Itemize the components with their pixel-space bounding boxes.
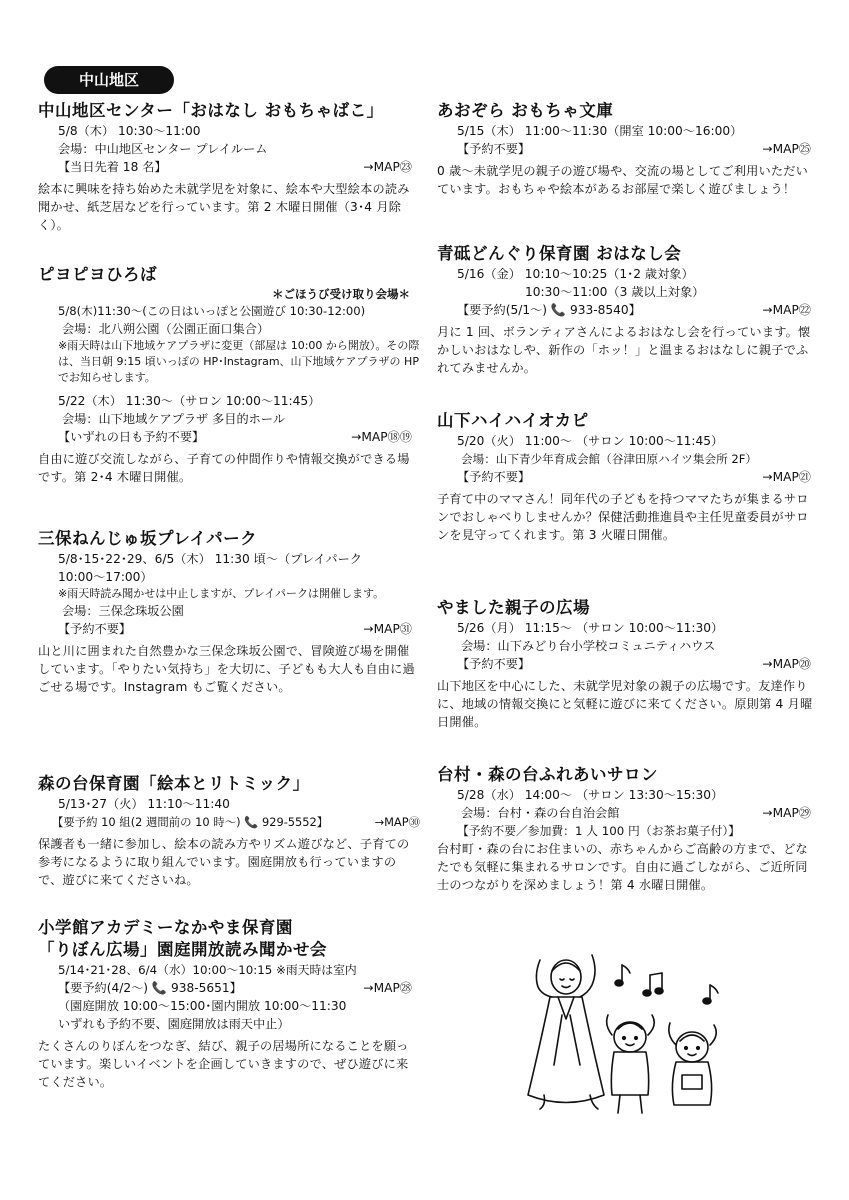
event-desc: 台村町・森の台にお住まいの、赤ちゃんからご高齢の方まで、どなたでも気軽に集まれるサロンです。自由に過ごしながら、ご近所同士のつながりを深めましょう！第 4 水曜日開催。 bbox=[437, 842, 808, 892]
event-aoto-donguri bbox=[437, 243, 819, 377]
event-note: ※雨天時読み聞かせは中止しますが、プレイパークは開催します。 bbox=[58, 587, 385, 600]
event-title: 三保ねんじゅ坂プレイパーク bbox=[38, 529, 258, 548]
reserve-row bbox=[38, 813, 420, 831]
event-title: ピヨピヨひろば bbox=[38, 265, 157, 284]
event-venue: 会場：三保念珠坂公園 bbox=[62, 604, 184, 618]
event-shogakukan-academy bbox=[38, 917, 420, 1091]
event-date: 5/8･15･22･29、6/5（木） 11:30 頃～（プレイパーク bbox=[58, 552, 362, 566]
event-venue-2: 会場：山下地域ケアプラザ 多目的ホール bbox=[62, 412, 286, 426]
event-piyopiyo bbox=[38, 264, 420, 486]
event-venue: 会場：台村・森の台自治会館 bbox=[461, 806, 620, 820]
event-venue: 会場：山下みどり台小学校コミュニティハウス bbox=[461, 639, 716, 653]
event-desc: 自由に遊び交流しながら、子育ての仲間作りや情報交換ができる場です。第 2･4 木曜日開催。 bbox=[38, 452, 410, 484]
event-venue: 会場：山下青少年育成会館（谷津田原ハイツ集会所 2F） bbox=[461, 452, 757, 466]
event-date: 5/28（水） 14:00～ （サロン 13:30～15:30） bbox=[457, 788, 724, 802]
event-note: ※雨天時は山下地域ケアプラザに変更（部屋は 10:00 から開放）。その際は、当日朝 9:15 頃いっぽの HP･Instagram、山下地域ケアプラザの HP でお知らせします。 bbox=[58, 339, 420, 384]
event-title: あおぞら おもちゃ文庫 bbox=[437, 101, 614, 120]
event-title: 小学館アカデミーなかやま保育園 bbox=[38, 918, 293, 937]
event-date: 5/16（金） 10:10～10:25（1･2 歳対象） bbox=[457, 267, 694, 281]
event-map: →MAP⑱⑲ bbox=[351, 430, 412, 444]
family-dancing-illustration bbox=[500, 945, 740, 1125]
event-reserve: 【予約不要】 bbox=[457, 470, 531, 484]
event-note: （園庭開放 10:00～15:00･園内開放 10:00～11:30 bbox=[58, 999, 347, 1013]
event-desc: たくさんのりぼんをつなぎ、結び、親子の居場所になることを願っています。楽しいイベントを企画していきますので、ぜひ遊びに来てください。 bbox=[38, 1039, 409, 1089]
event-note-2: いずれも予約不要、園庭開放は雨天中止） bbox=[58, 1017, 290, 1031]
event-desc: 山下地区を中心にした、未就学児対象の親子の広場です。友達作りに、地域の情報交換にと気軽に遊びに来てください。原則第 4 月曜日開催。 bbox=[437, 679, 813, 729]
event-map: →MAP㉕ bbox=[762, 142, 811, 156]
event-date: 5/26（月） 11:15～ （サロン 10:00～11:30） bbox=[457, 621, 724, 635]
event-date: 5/15（木） 11:00～11:30（開室 10:00～16:00） bbox=[457, 124, 743, 138]
event-reserve: 【要予約(5/1～) 📞 933-8540】 bbox=[457, 303, 641, 317]
event-reserve: 【予約不要／参加費：1 人 100 円（お茶お菓子付）】 bbox=[457, 824, 741, 838]
venue-row bbox=[437, 804, 819, 822]
event-title: 山下ハイハイオカピ bbox=[437, 411, 589, 430]
event-daimura-salon bbox=[437, 764, 819, 894]
event-reserve: 【当日先着 18 名】 bbox=[58, 160, 167, 174]
event-desc: 0 歳～未就学児の親子の遊び場や、交流の場としてご利用いただいています。おもちゃや絵本があるお部屋で楽しく遊びましょう！ bbox=[437, 164, 809, 196]
reserve-row bbox=[38, 158, 420, 176]
event-map: →MAP㉙ bbox=[762, 806, 811, 820]
event-date-2: 10:30～11:00（3 歳以上対象） bbox=[525, 285, 705, 299]
event-desc: 月に 1 回、ボランティアさんによるおはなし会を行っています。懐かしいおはなしや、新作の「ホッ！」と温まるおはなしに親子でふれてみませんか。 bbox=[437, 325, 811, 375]
event-title: 森の台保育園「絵本とリトミック」 bbox=[38, 774, 310, 793]
reserve-row bbox=[38, 620, 420, 638]
event-date: 5/20（火） 11:00～ （サロン 10:00～11:45） bbox=[457, 434, 724, 448]
event-reserve: 【予約不要】 bbox=[58, 622, 132, 636]
event-subtitle: ＊ごほうび受け取り会場＊ bbox=[272, 287, 410, 301]
event-map: →MAP⑳ bbox=[762, 657, 811, 671]
event-date-cont: 10:00～17:00） bbox=[58, 570, 153, 584]
reserve-row bbox=[437, 140, 819, 158]
event-date: 5/13･27（火） 11:10～11:40 bbox=[58, 797, 230, 811]
reserve-row bbox=[38, 979, 420, 997]
event-title: やました親子の広場 bbox=[437, 598, 590, 617]
event-desc: 保護者も一緒に参加し、絵本の読み方やリズム遊びなど、子育ての参考になるように取り組んでいます。園庭開放も行っていますので、遊びに来てくださいね。 bbox=[38, 837, 410, 887]
child1-head bbox=[614, 1022, 646, 1052]
reserve-row bbox=[437, 301, 819, 319]
event-map: →MAP㉓ bbox=[363, 160, 412, 174]
event-date: 5/8（木） 10:30～11:00 bbox=[58, 124, 201, 138]
event-map: →MAP㉘ bbox=[363, 981, 412, 995]
reserve-row bbox=[437, 468, 819, 486]
event-yamashita-haihai bbox=[437, 410, 819, 544]
event-yamashita-oyako bbox=[437, 597, 819, 731]
section-label: 中山地区 bbox=[44, 66, 174, 94]
event-reserve: 【いずれの日も予約不要】 bbox=[58, 430, 205, 444]
reserve-row bbox=[437, 655, 819, 673]
event-reserve: 【予約不要】 bbox=[457, 657, 531, 671]
event-map: →MAP㉚ bbox=[374, 815, 420, 829]
event-miho-playpark bbox=[38, 528, 420, 696]
event-aozora bbox=[437, 100, 819, 198]
event-desc: 子育て中のママさん！同年代の子どもを持つママたちが集まるサロンでおしゃべりしませんか？保健活動推進員や主任児童委員がサロンを見守ってくれます。第 3 火曜日開催。 bbox=[437, 492, 809, 542]
event-venue: 会場：中山地区センター プレイルーム bbox=[58, 142, 268, 156]
event-desc: 絵本に興味を持ち始めた未就学児を対象に、絵本や大型絵本の読み聞かせ、紙芝居などを行っています。第 2 木曜日開催（3･4 月除く）。 bbox=[38, 182, 410, 232]
reserve-row bbox=[38, 428, 420, 446]
event-map: →MAP㉑ bbox=[762, 470, 811, 484]
woman-arm-right bbox=[580, 955, 595, 997]
event-title: 青砥どんぐり保育園 おはなし会 bbox=[437, 244, 682, 263]
event-reserve: 【要予約 10 組(2 週間前の 10 時～) 📞 929-5552】 bbox=[52, 815, 329, 829]
child2-head bbox=[676, 1032, 708, 1062]
event-venue: 会場：北八朔公園（公園正面口集合） bbox=[62, 322, 270, 336]
woman-arm-left bbox=[536, 960, 552, 997]
event-nakayama-center bbox=[38, 100, 420, 234]
event-reserve: 【予約不要】 bbox=[457, 142, 531, 156]
event-title: 台村・森の台ふれあいサロン bbox=[437, 765, 658, 784]
woman-dress bbox=[528, 997, 604, 1103]
event-reserve: 【要予約(4/2～) 📞 938-5651】 bbox=[58, 981, 242, 995]
event-morinodai-hoikuen bbox=[38, 773, 420, 889]
event-title: 中山地区センター「おはなし おもちゃばこ」 bbox=[38, 101, 384, 120]
event-date: 5/8(木)11:30～(この日はいっぽと公園遊び 10:30-12:00) bbox=[58, 304, 366, 318]
event-desc: 山と川に囲まれた自然豊かな三保念珠坂公園で、冒険遊び場を開催しています。「やりたい気持ち」を大切に、子どもも大人も自由に過ごせる場です。Instagram もご覧ください。 bbox=[38, 644, 415, 694]
event-date: 5/14･21･28、6/4（水）10:00～10:15 ※雨天時は室内 bbox=[58, 963, 357, 977]
child2-body bbox=[672, 1062, 711, 1105]
event-title-2: 「りぼん広場」園庭開放読み聞かせ会 bbox=[38, 940, 327, 959]
woman-head bbox=[551, 960, 581, 994]
child1-body bbox=[611, 1052, 648, 1095]
event-map: →MAP㉒ bbox=[762, 303, 811, 317]
event-map: →MAP㉛ bbox=[363, 622, 412, 636]
event-date-2: 5/22（木） 11:30～（サロン 10:00～11:45） bbox=[58, 394, 321, 408]
